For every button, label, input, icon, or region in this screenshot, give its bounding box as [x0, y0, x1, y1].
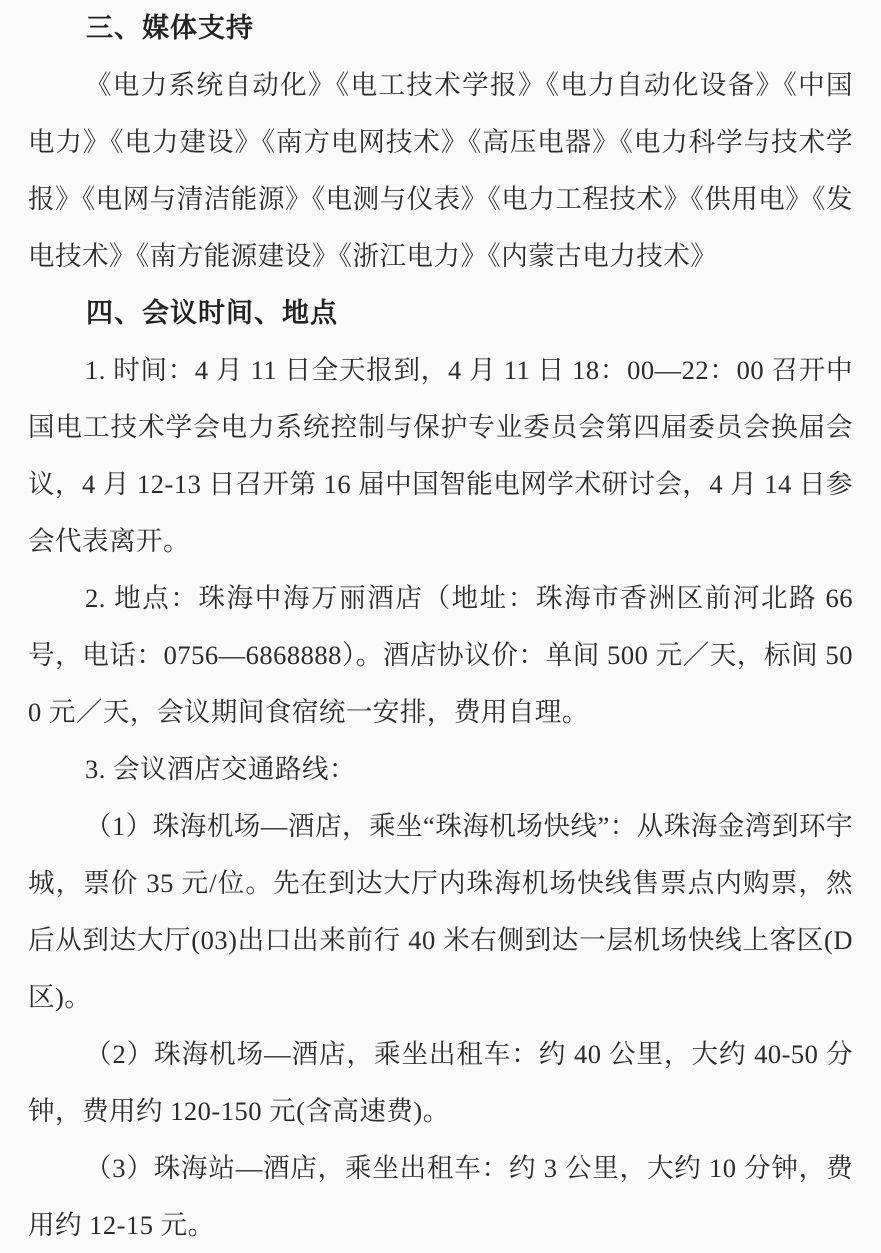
route-airport-taxi-paragraph: （2）珠海机场—酒店，乘坐出租车：约 40 公里，大约 40-50 分钟，费用约 120-150 元(含高速费)。 [28, 1039, 853, 1126]
journal-list-paragraph: 《电力系统自动化》《电工技术学报》《电力自动化设备》《中国电力》《电力建设》《南方电网技术》《高压电器》《电力科学与技术学报》《电网与清洁能源》《电测与仪表》《电力工程技术》《供用电》《发电技术》《南方能源建设》《浙江电力》《内蒙古电力技术》 [28, 70, 853, 271]
route-airport-express-paragraph: （1）珠海机场—酒店，乘坐“珠海机场快线”：从珠海金湾到环宇城，票价 35 元/位。先在到达大厅内珠海机场快线售票点内购票，然后从到达大厅(03)出口出来前行 40 米右侧到达一层机场快线上客区(D 区)。 [28, 811, 853, 1012]
traffic-routes-intro-paragraph: 3. 会议酒店交通路线： [84, 754, 356, 784]
venue-address-paragraph: 2. 地点：珠海中海万丽酒店（地址：珠海市香洲区前河北路 66 号，电话：0756—6868888）。酒店协议价：单间 500 元／天，标间 500 元／天，会议期间食宿统一安排，费用自理。 [28, 583, 853, 727]
route-station-taxi-paragraph: （3）珠海站—酒店，乘坐出租车：约 3 公里，大约 10 分钟，费用约 12-15 元。 [28, 1153, 853, 1240]
section-heading-media-support: 三、媒体支持 [86, 13, 255, 43]
meeting-time-paragraph: 1. 时间：4 月 11 日全天报到，4 月 11 日 18：00—22：00 召开中国电工技术学会电力系统控制与保护专业委员会第四届委员会换届会议，4 月 12-13 日召开第 16 届中国智能电网学术研讨会，4 月 14 日参会代表离开。 [28, 355, 853, 556]
section-heading-time-location: 四、会议时间、地点 [86, 298, 339, 328]
